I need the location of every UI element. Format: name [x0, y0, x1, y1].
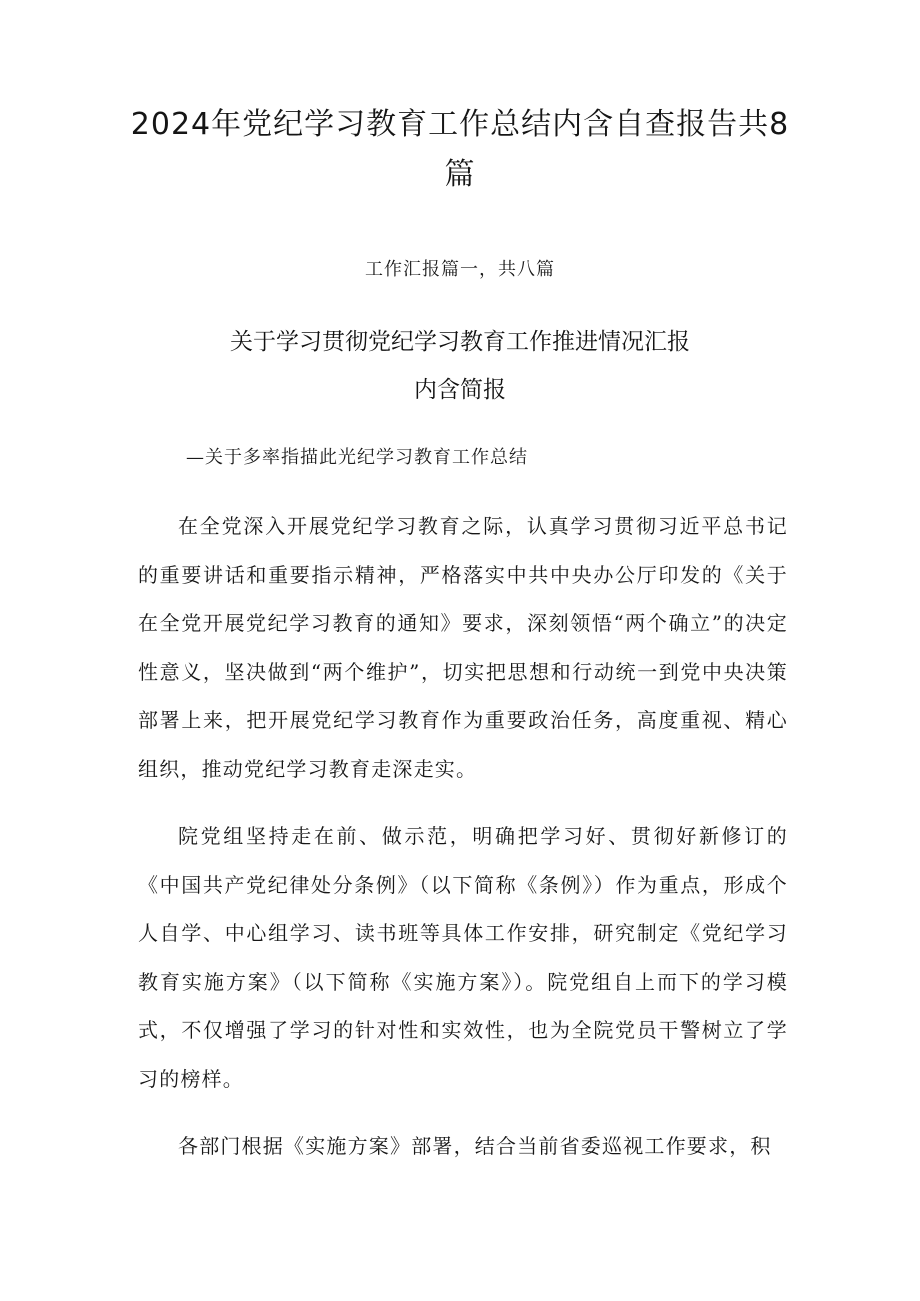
report-title-line-2: 内含简报: [414, 377, 506, 403]
report-subtitle: —关于多率指描此光纪学习教育工作总结: [186, 447, 528, 468]
body-paragraph-2: 院党组坚持走在前、做示范，明确把学习好、贯彻好新修订的《中国共产党纪律处分条例》（以下简称《条例》）作为重点，形成个人自学、中心组学习、读书班等具体工作安排，研究制定《党纪学习教育实施方案》（以下简称《实施方案》）。院党组自上而下的学习模式，不仅增强了学习的针对性和实效性，也为全院党员干警树立了学习的榜样。: [138, 824, 788, 1091]
body-paragraph-1: 在全党深入开展党纪学习教育之际，认真学习贯彻习近平总书记的重要讲话和重要指示精神，严格落实中共中央办公厅印发的《关于在全党开展党纪学习教育的通知》要求，深刻领悟“两个确立”的决定性意义，坚决做到“两个维护”，切实把思想和行动统一到党中央决策部署上来，把开展党纪学习教育作为重要政治任务，高度重视、精心组织，推动党纪学习教育走深走实。: [138, 514, 788, 781]
document-main-title: 2024年党纪学习教育工作总结内含自查报告共8篇: [130, 107, 790, 192]
section-label: 工作汇报篇一，共八篇: [365, 259, 555, 280]
body-paragraph-3: 各部门根据《实施方案》部署，结合当前省委巡视工作要求，积: [178, 1134, 772, 1158]
report-title: [0, 318, 920, 414]
report-title-line-1: 关于学习贯彻党纪学习教育工作推进情况汇报: [230, 329, 690, 355]
